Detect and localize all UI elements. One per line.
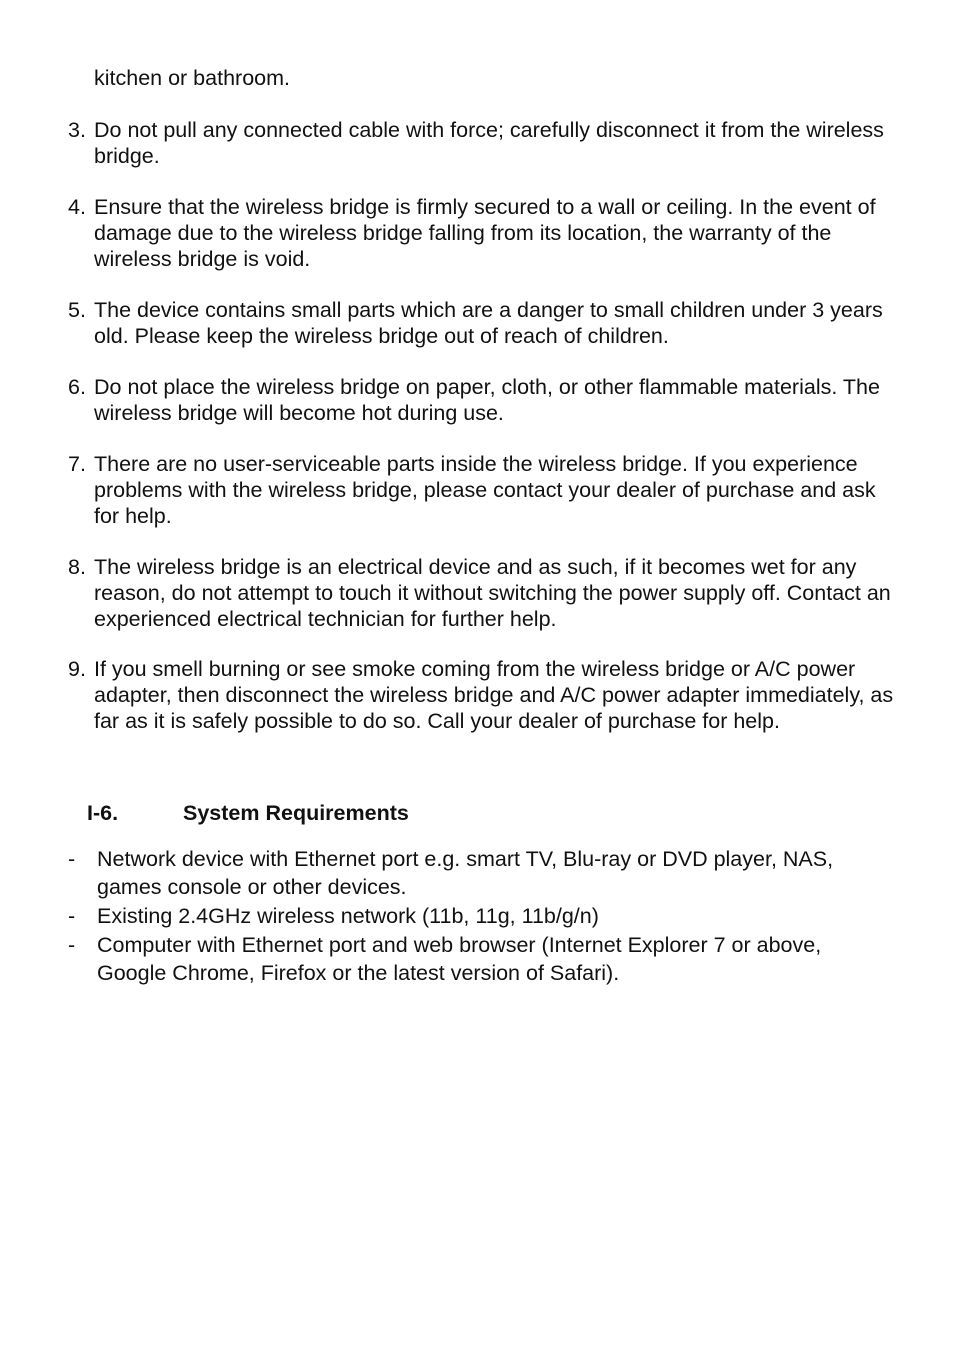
list-item-number: 5. [68,298,86,322]
list-item-text: Ensure that the wireless bridge is firmly secured to a wall or ceiling. In the event of damage due to the wireless bridge falling from its location, the warranty of the wireless bridge is void. [94,195,876,271]
list-item-3 [68,118,894,170]
list-item-4 [68,195,894,272]
continuation-text: kitchen or bathroom. [94,66,290,90]
requirement-item [68,902,894,930]
list-item-6 [68,375,894,427]
bullet-dash: - [68,847,76,871]
requirement-item [68,931,894,987]
section-title: System Requirements [183,801,409,825]
list-item-number: 8. [68,555,86,579]
list-item-number: 6. [68,375,86,399]
list-item-text: There are no user-serviceable parts inside the wireless bridge. If you experience problems with the wireless bridge, please contact your dealer of purchase and ask for help. [94,452,876,528]
list-item-number: 4. [68,195,86,219]
bullet-dash: - [68,933,76,957]
requirement-text: Network device with Ethernet port e.g. smart TV, Blu-ray or DVD player, NAS, games console or other devices. [97,847,834,899]
list-item-text: Do not pull any connected cable with force; carefully disconnect it from the wireless bridge. [94,118,884,168]
list-item-number: 9. [68,657,86,681]
requirement-item [68,845,894,901]
list-item-number: 7. [68,452,86,476]
section-number: I-6. [87,801,119,825]
list-item-text: The device contains small parts which are a danger to small children under 3 years old. Please keep the wireless bridge out of reach of children. [94,298,883,348]
bullet-dash: - [68,904,76,928]
list-item-5 [68,298,894,350]
list-item-9 [68,657,894,734]
list-item-text: Do not place the wireless bridge on paper, cloth, or other flammable materials. The wireless bridge will become hot during use. [94,375,880,425]
list-item-8 [68,555,894,632]
list-item-text: If you smell burning or see smoke coming from the wireless bridge or A/C power adapter, then disconnect the wireless bridge and A/C power adapter immediately, as far as it is safely possible to do so. Call your dealer of purchase for help. [94,657,894,733]
list-item-text: The wireless bridge is an electrical device and as such, if it becomes wet for any reason, do not attempt to touch it without switching the power supply off. Contact an experienced electrical technician for further help. [94,555,891,631]
section-heading [87,801,409,827]
requirement-text: Computer with Ethernet port and web browser (Internet Explorer 7 or above, Google Chrome, Firefox or the latest version of Safari). [97,933,822,985]
list-item-7 [68,452,894,529]
requirement-text: Existing 2.4GHz wireless network (11b, 11g, 11b/g/n) [97,904,599,928]
list-item-number: 3. [68,118,86,142]
